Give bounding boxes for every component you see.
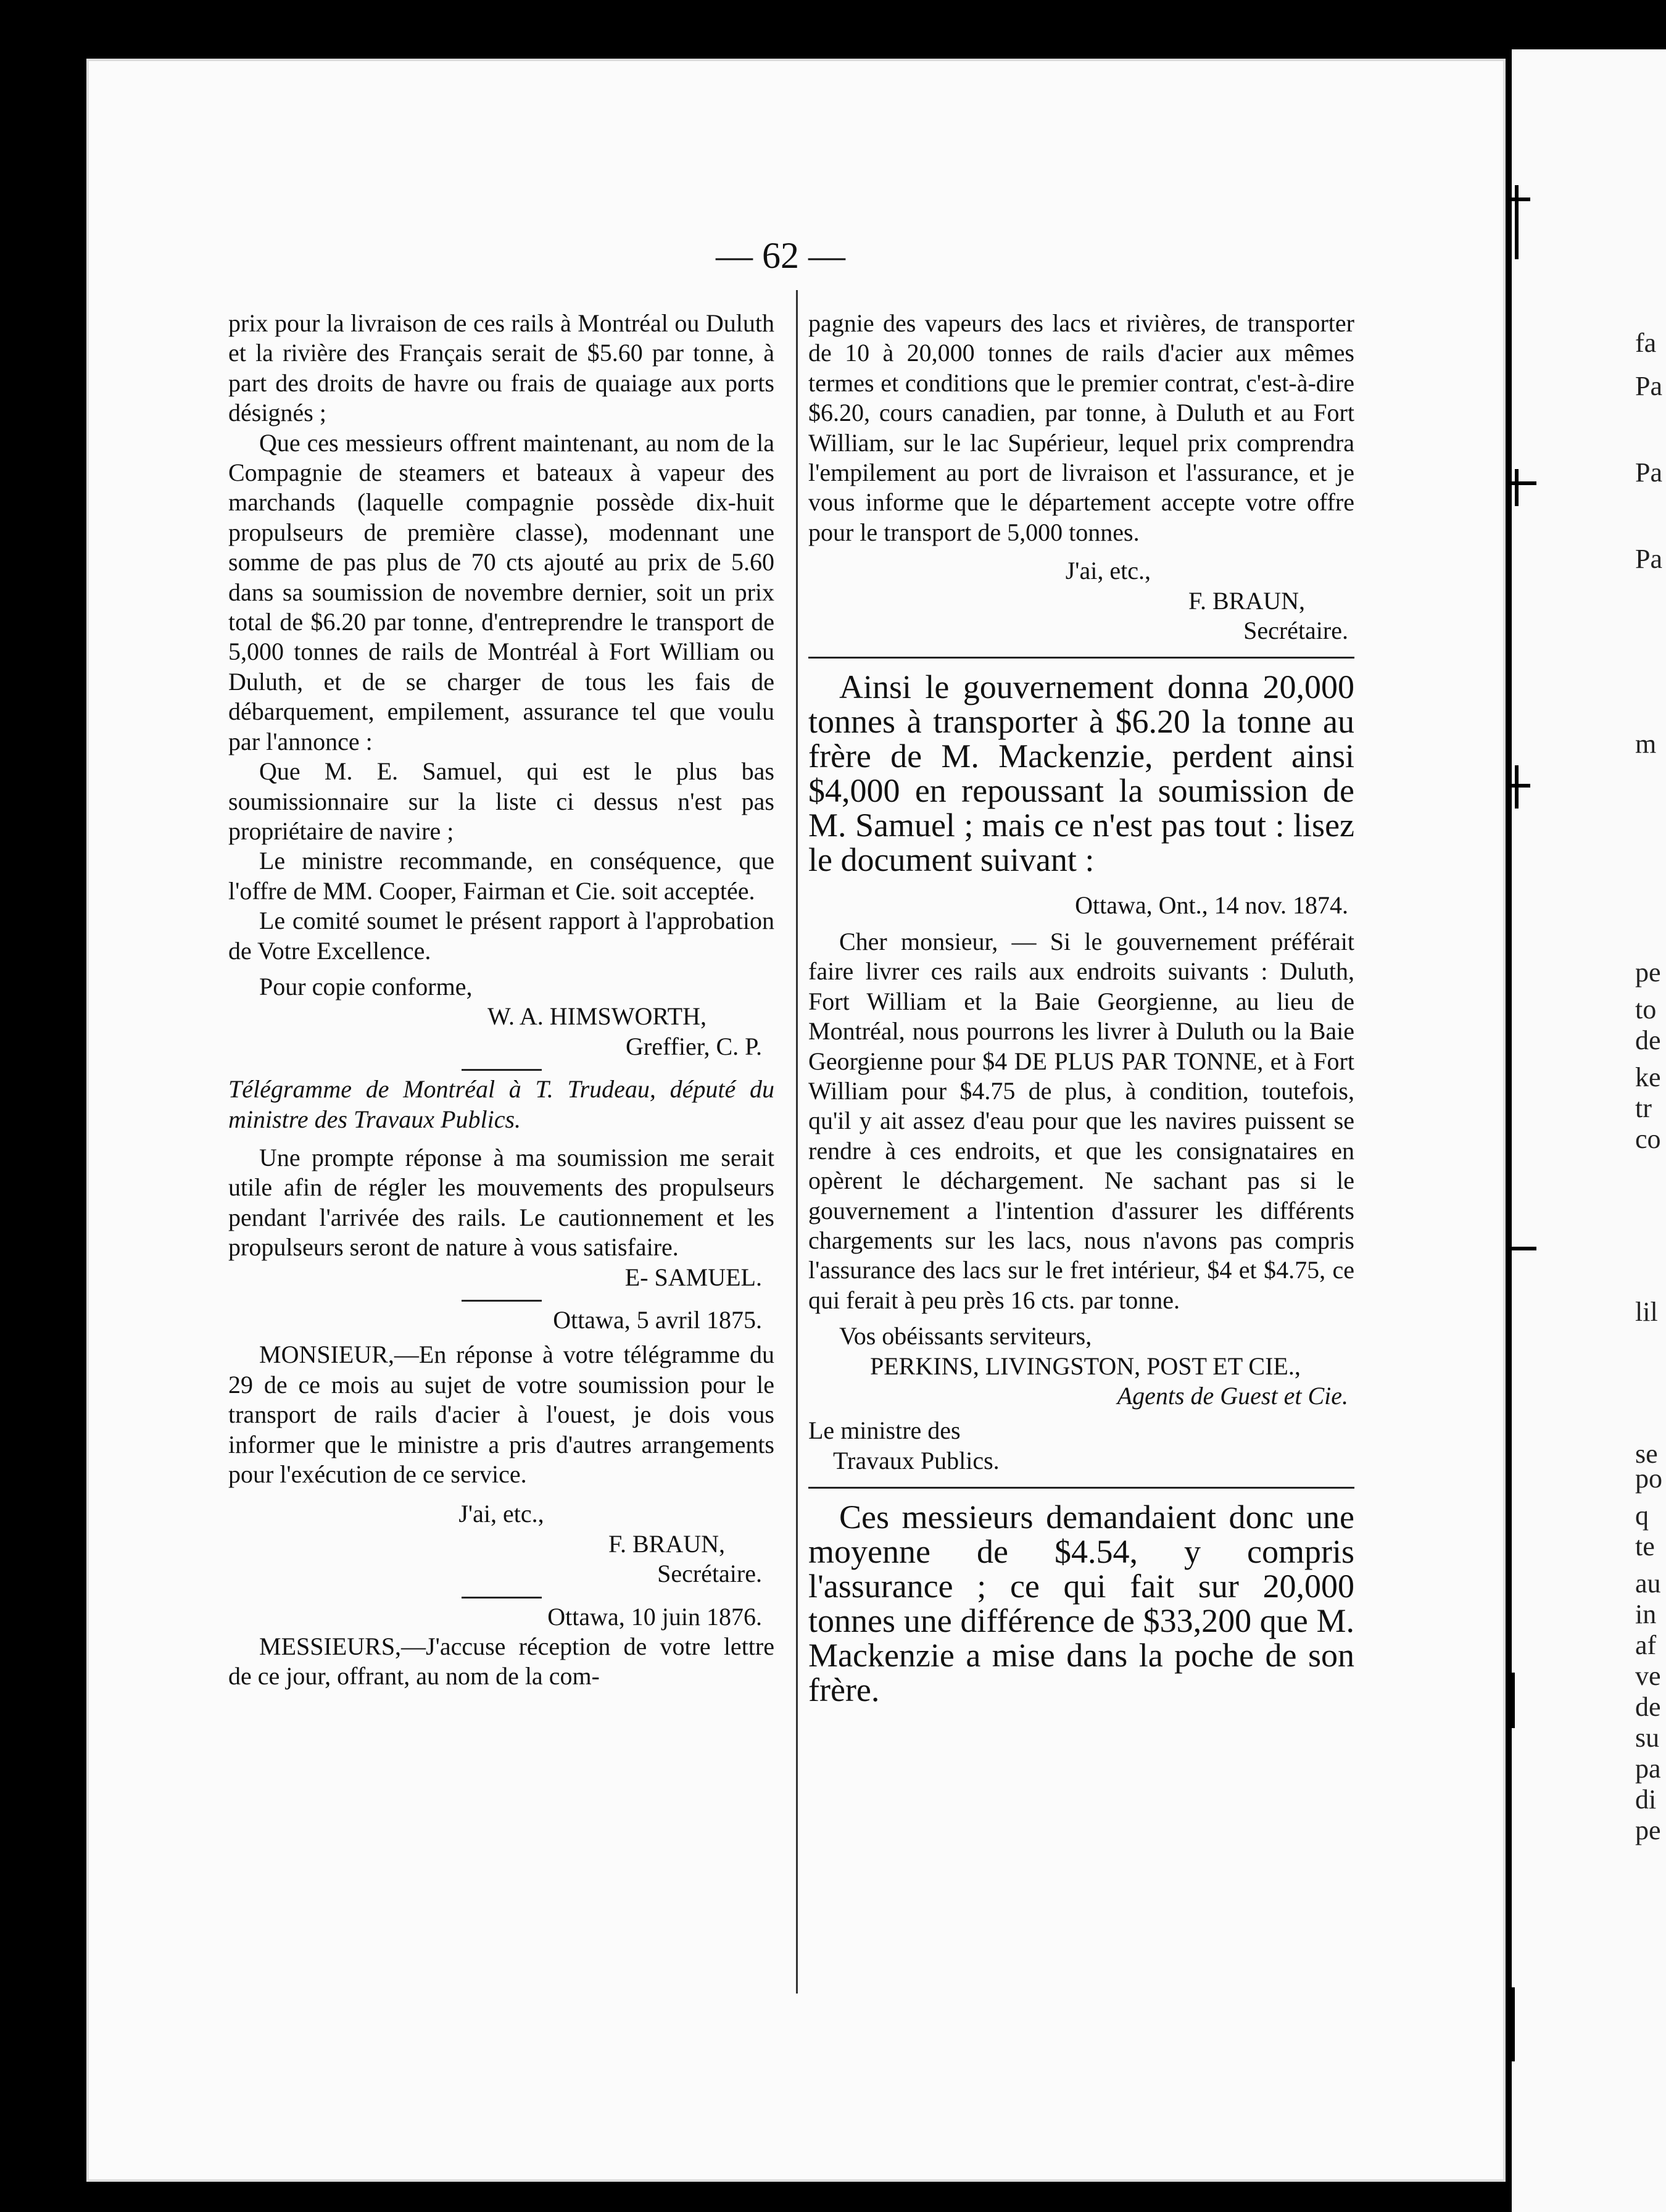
left-column xyxy=(228,309,774,1692)
next-page-fragment: fa xyxy=(1635,328,1657,358)
signature-title: Greffier, C. P. xyxy=(626,1032,762,1060)
letter-close: J'ai, etc., xyxy=(458,1500,544,1528)
addressee-line: Le ministre des xyxy=(808,1416,961,1445)
next-page-fragment: co xyxy=(1635,1124,1661,1154)
binding-mark xyxy=(1509,1987,1515,2061)
letter-close: J'ai, etc., xyxy=(1065,557,1151,585)
paragraph: Le comité soumet le présent rapport à l'approbation de Votre Excellence. xyxy=(228,907,774,965)
next-page-fragment: te xyxy=(1635,1531,1655,1561)
separator-rule xyxy=(808,657,1354,659)
letter-signature: F. BRAUN, xyxy=(608,1529,725,1558)
next-page-fragment: in xyxy=(1635,1599,1657,1629)
binding-mark xyxy=(1506,1247,1536,1250)
signature-intro: Pour copie conforme, xyxy=(259,972,473,1000)
paragraph: Le ministre recommande, en conséquence, que l'offre de MM. Cooper, Fairman et Cie. soit acceptée. xyxy=(228,847,774,905)
letter-signature-title: Secrétaire. xyxy=(657,1560,762,1588)
commentary-paragraph: Ainsi le gouvernement donna 20,000 tonnes à transporter à $6.20 la tonne au frère de M. Mackenzie, perdent ainsi $4,000 en repoussant la soumission de M. Samuel ; mais ce n'est pas tout : lisez le document suivant : xyxy=(808,668,1354,879)
next-page-fragment: po xyxy=(1635,1463,1662,1494)
letter-signature: PERKINS, LIVINGSTON, POST ET CIE., xyxy=(870,1352,1301,1380)
separator-rule xyxy=(462,1597,542,1599)
letter-body: MONSIEUR,—En réponse à votre télégramme du 29 de ce mois au sujet de votre soumission pour le transport de rails d'acier à l'ouest, je dois vous informer que le ministre a pris d'autres arrangements pour l'exécution de ce service. xyxy=(228,1341,774,1489)
paragraph: Que M. E. Samuel, qui est le plus bas soumissionnaire sur la liste ci dessus n'est pas propriétaire de navire ; xyxy=(228,757,774,845)
binding-mark xyxy=(1515,185,1519,259)
next-page-fragment: su xyxy=(1635,1723,1660,1753)
separator-rule xyxy=(462,1069,542,1071)
next-page-fragment: to xyxy=(1635,994,1657,1025)
right-column xyxy=(808,309,1354,1707)
paragraph: Que ces messieurs offrent maintenant, au nom de la Compagnie de steamers et bateaux à vapeur des marchands (laquelle compagnie possède dix-huit propulseurs de première classe), modennant une somme de pas plus de 70 cts ajouté au prix de 5.60 dans sa soumission de novembre dernier, soit un prix total de $6.20 par tonne, d'entreprendre le transport de 5,000 tonnes de rails de Montréal à Fort William ou Duluth, et de se charger de tous les fais de débarquement, empilement, assurance tel que voulu par l'annonce : xyxy=(228,428,774,755)
next-page-fragment: di xyxy=(1635,1784,1657,1815)
next-page-fragment: pe xyxy=(1635,957,1661,988)
telegram-heading: Télégramme de Montréal à T. Trudeau, député du ministre des Travaux Publics. xyxy=(228,1075,774,1133)
addressee-line: Travaux Publics. xyxy=(833,1446,1000,1474)
letter-close: Vos obéissants serviteurs, xyxy=(839,1322,1092,1350)
letter-body: Cher monsieur, — Si le gouvernement préférait faire livrer ces rails aux endroits suivants : Duluth, Fort William et la Baie Georgienne, au lieu de Montréal, nous pourrons les livrer à Duluth ou la Baie Georgienne pour $4 DE PLUS PAR TONNE, et à Fort William pour $4.75 de plus, à condition, toutefois, qu'il y ait assez d'eau pour que les navires puissent se rendre à ces endroits, et que les consignataires en opèrent le déchargement. Ne sachant pas si le gouvernement a l'intention d'assurer les différents chargements sur les lacs, nous n'avons pas compris l'assurance des lacs sur le fret intérieur, $4 et $4.75, ce qui ferait à peu près 16 cts. par tonne. xyxy=(808,927,1354,1314)
commentary-paragraph: Ces messieurs demandaient donc une moyenne de $4.54, y compris l'assurance ; ce qui fait sur 20,000 tonnes une différence de $33,200 que M. Mackenzie a mise dans la poche de son frère. xyxy=(808,1499,1354,1709)
binding-mark xyxy=(1515,469,1519,506)
next-page-fragment: de xyxy=(1635,1692,1661,1722)
separator-rule xyxy=(808,1487,1354,1489)
next-page-fragment: Pa xyxy=(1635,371,1662,401)
binding-mark xyxy=(1509,1673,1515,1728)
next-page-fragment: se xyxy=(1635,1439,1658,1469)
letter-signature-title: Agents de Guest et Cie. xyxy=(1117,1381,1348,1410)
telegram-signature: E- SAMUEL. xyxy=(624,1263,762,1291)
binding-mark xyxy=(1515,765,1519,809)
next-page-fragment: Pa xyxy=(1635,457,1662,488)
next-page-fragment: af xyxy=(1635,1630,1657,1660)
letter-body: pagnie des vapeurs des lacs et rivières, de transporter de 10 à 20,000 tonnes de rails d'acier aux mêmes termes et conditions que le premier contrat, c'est-à-dire $6.20, cours canadien, par tonne, à Duluth et au Fort William, sur le lac Supérieur, lequel prix comprendra l'empilement au port de livraison et l'assurance, et je vous informe que le département accepte votre offre pour le transport de 5,000 tonnes. xyxy=(808,309,1354,546)
letter-signature: F. BRAUN, xyxy=(1188,586,1305,615)
next-page-fragment: au xyxy=(1635,1568,1661,1599)
next-page-fragment: Pa xyxy=(1635,544,1662,574)
next-page-fragment: ve xyxy=(1635,1661,1661,1691)
column-divider xyxy=(796,290,798,1994)
letter-signature-title: Secrétaire. xyxy=(1243,617,1348,645)
page-number: — 62 — xyxy=(716,235,845,276)
next-page-fragment: de xyxy=(1635,1025,1661,1055)
next-page-fragment: q xyxy=(1635,1500,1649,1531)
letter-date: Ottawa, 5 avril 1875. xyxy=(553,1306,762,1334)
next-page-fragment: tr xyxy=(1635,1093,1652,1123)
letter-date: Ottawa, 10 juin 1876. xyxy=(547,1602,762,1631)
next-page-fragment: pa xyxy=(1635,1753,1661,1784)
next-page-fragment: lil xyxy=(1635,1297,1658,1327)
separator-rule xyxy=(462,1300,542,1302)
signature-name: W. A. HIMSWORTH, xyxy=(487,1002,707,1031)
letter-body: MESSIEURS,—J'accuse réception de votre lettre de ce jour, offrant, au nom de la com- xyxy=(228,1632,774,1690)
binding-mark xyxy=(1506,481,1536,485)
next-page-fragment: m xyxy=(1635,729,1657,759)
next-page-fragment: pe xyxy=(1635,1815,1661,1845)
letter-date: Ottawa, Ont., 14 nov. 1874. xyxy=(1075,891,1348,920)
next-page-fragment: ke xyxy=(1635,1062,1661,1092)
paragraph: prix pour la livraison de ces rails à Montréal ou Duluth et la rivière des Français serait de $5.60 par tonne, à part des droits de havre ou frais de quaiage aux ports désignés ; xyxy=(228,309,774,427)
telegram-body: Une prompte réponse à ma soumission me serait utile afin de régler les mouvements des propulseurs pendant l'arrivée des rails. Le cautionnement et les propulseurs seront de nature à vous satisfaire. xyxy=(228,1143,774,1262)
